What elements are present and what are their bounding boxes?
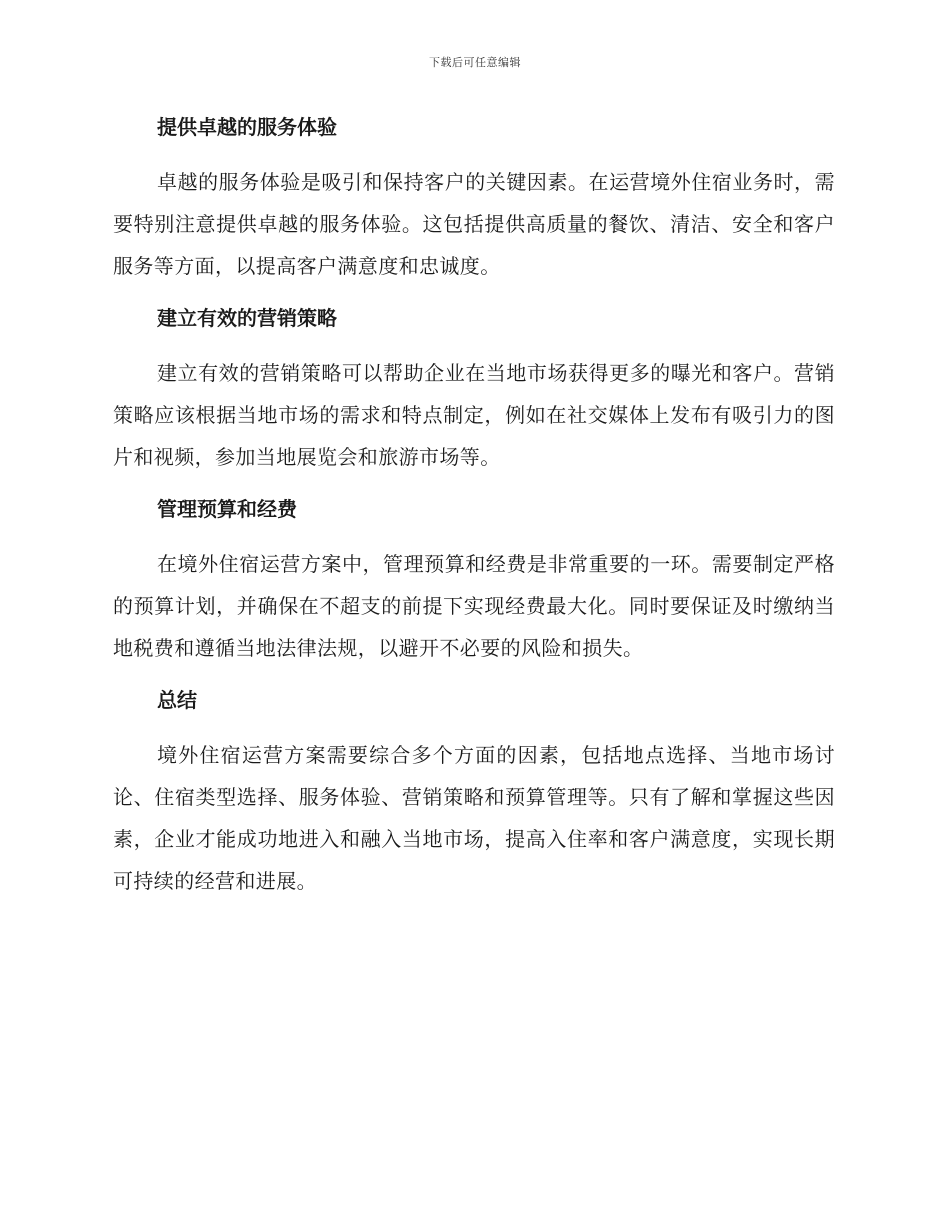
section-budget-management <box>113 492 835 669</box>
section-paragraph: 在境外住宿运营方案中，管理预算和经费是非常重要的一环。需要制定严格的预算计划，并确保在不超支的前提下实现经费最大化。同时要保证及时缴纳当地税费和遵循当地法律法规，以避开不必要的风险和损失。 <box>113 552 835 660</box>
section-paragraph: 卓越的服务体验是吸引和保持客户的关键因素。在运营境外住宿业务时，需要特别注意提供卓越的服务体验。这包括提供高质量的餐饮、清洁、安全和客户服务等方面，以提高客户满意度和忠诚度。 <box>113 170 835 278</box>
section-summary <box>113 683 835 902</box>
section-heading: 总结 <box>157 688 197 712</box>
document-body <box>113 110 835 916</box>
section-heading: 建立有效的营销策略 <box>157 306 337 330</box>
section-marketing-strategy <box>113 301 835 478</box>
section-paragraph: 建立有效的营销策略可以帮助企业在当地市场获得更多的曝光和客户。营销策略应该根据当地市场的需求和特点制定，例如在社交媒体上发布有吸引力的图片和视频，参加当地展览会和旅游市场等。 <box>113 361 835 469</box>
section-heading: 管理预算和经费 <box>157 497 297 521</box>
section-service-experience <box>113 110 835 287</box>
section-heading: 提供卓越的服务体验 <box>157 115 337 139</box>
page-header: 下载后可任意编辑 <box>429 56 521 69</box>
section-paragraph: 境外住宿运营方案需要综合多个方面的因素，包括地点选择、当地市场讨论、住宿类型选择、服务体验、营销策略和预算管理等。只有了解和掌握这些因素，企业才能成功地进入和融入当地市场，提高入住率和客户满意度，实现长期可持续的经营和进展。 <box>113 743 835 893</box>
